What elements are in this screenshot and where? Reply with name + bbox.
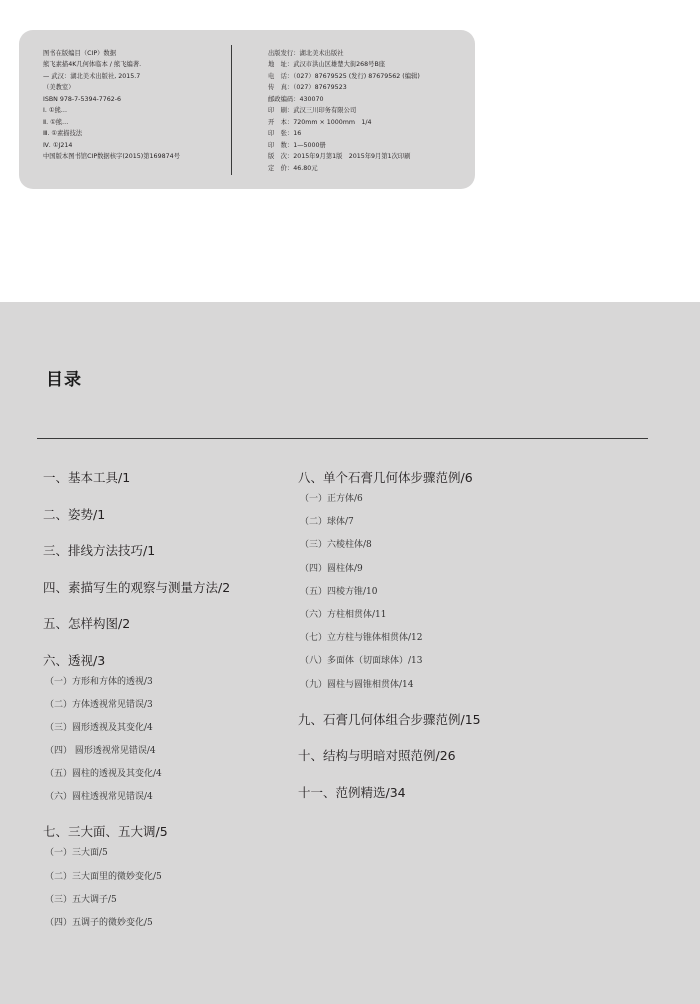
toc-section[interactable]: （四） 圆形透视常见错误/4 [45, 746, 156, 757]
publication-info-line: 版 次：2015年9月第1版 2015年9月第1次印刷 [268, 153, 411, 161]
toc-chapter[interactable]: 一、基本工具/1 [43, 470, 131, 485]
toc-section[interactable]: （三）圆形透视及其变化/4 [45, 722, 153, 733]
publication-info-line: 出版发行：湖北美术出版社 [268, 50, 344, 57]
toc-section[interactable]: （一）三大面/5 [45, 848, 108, 859]
table-of-contents [0, 302, 700, 1004]
cip-data-card [19, 30, 475, 189]
publication-info-line: 开 本：720mm × 1000mm 1/4 [268, 118, 372, 126]
toc-chapter[interactable]: 三、排线方法技巧/1 [43, 543, 156, 558]
toc-right-column [298, 468, 668, 819]
toc-section[interactable]: （一）方形和方体的透视/3 [45, 676, 153, 687]
publication-info-block [268, 48, 468, 174]
publication-info-line: 印 刷：武汉三川印务有限公司 [268, 107, 357, 115]
toc-chapter[interactable]: 二、姿势/1 [43, 506, 106, 522]
toc-section[interactable]: （八）多面体（切面球体）/13 [300, 656, 423, 667]
cip-line: Ⅲ. ①素描技法 [43, 130, 83, 138]
cip-line: — 武汉：湖北美术出版社, 2015.7 [43, 72, 141, 80]
publication-info-line: 邮政编码：430070 [268, 95, 324, 103]
cip-line: 图书在版编目（CIP）数据 [43, 50, 117, 57]
toc-section[interactable]: （二）方体透视常见错误/3 [45, 699, 153, 710]
toc-chapter[interactable]: 九、石膏几何体组合步骤范例/15 [298, 711, 481, 727]
cip-line: Ⅱ. ①熊… [43, 118, 69, 126]
toc-chapter[interactable]: 十、结构与明暗对照范例/26 [298, 748, 456, 763]
cip-line: ISBN 978-7-5394-7762-6 [43, 95, 122, 103]
cip-catalog-block [43, 48, 228, 163]
toc-section[interactable]: （二）球体/7 [300, 517, 354, 528]
publication-info-line: 印 数：1—5000册 [268, 141, 326, 149]
cip-line: Ⅳ. ①J214 [43, 141, 73, 149]
toc-chapter[interactable]: 十一、范例精选/34 [298, 784, 406, 800]
toc-section[interactable]: （九）圆柱与圆锥相贯体/14 [300, 679, 414, 690]
toc-chapter[interactable]: 六、透视/3 [43, 652, 106, 668]
publication-info-line: 定 价：46.80元 [268, 164, 318, 172]
toc-left-column [43, 468, 288, 939]
publication-info-line: 印 张：16 [268, 130, 302, 138]
toc-section[interactable]: （七）立方柱与锥体相贯体/12 [300, 633, 423, 644]
toc-divider [37, 438, 648, 439]
toc-section[interactable]: （四）五调子的微妙变化/5 [45, 918, 153, 928]
toc-title: 目录 [46, 370, 82, 390]
publication-info-line: 地 址：武汉市洪山区雄楚大街268号B座 [268, 61, 386, 69]
toc-chapter[interactable]: 七、三大面、五大调/5 [43, 824, 168, 840]
toc-section[interactable]: （三）五大调子/5 [45, 894, 117, 905]
toc-section[interactable]: （一）正方体/6 [300, 494, 363, 504]
toc-section[interactable]: （五）四棱方锥/10 [300, 586, 378, 597]
cip-line: 熊飞素描4K几何体临本 / 熊飞编著. [43, 61, 142, 69]
toc-section[interactable]: （四）圆柱体/9 [300, 563, 363, 574]
cip-line: （美教室） [43, 84, 75, 92]
toc-chapter[interactable]: 四、素描写生的观察与测量方法/2 [43, 579, 231, 595]
cip-line: Ⅰ. ①熊… [43, 107, 68, 115]
toc-chapter[interactable]: 八、单个石膏几何体步骤范例/6 [298, 470, 473, 485]
toc-section[interactable]: （二）三大面里的微妙变化/5 [45, 871, 162, 882]
toc-section[interactable]: （三）六棱柱体/8 [300, 540, 372, 551]
publication-info-line: 传 真：（027）87679523 [268, 84, 347, 92]
toc-section[interactable]: （五）圆柱的透视及其变化/4 [45, 769, 162, 780]
cip-line: 中国版本图书馆CIP数据核字(2015)第169874号 [43, 153, 180, 161]
toc-chapter[interactable]: 五、怎样构图/2 [43, 616, 131, 631]
cip-divider [231, 45, 232, 175]
publication-info-line: 电 话：（027）87679525 (发行) 87679562 (编辑) [268, 72, 420, 80]
toc-section[interactable]: （六）方柱相贯体/11 [300, 609, 387, 620]
toc-section[interactable]: （六）圆柱透视常见错误/4 [45, 792, 153, 803]
